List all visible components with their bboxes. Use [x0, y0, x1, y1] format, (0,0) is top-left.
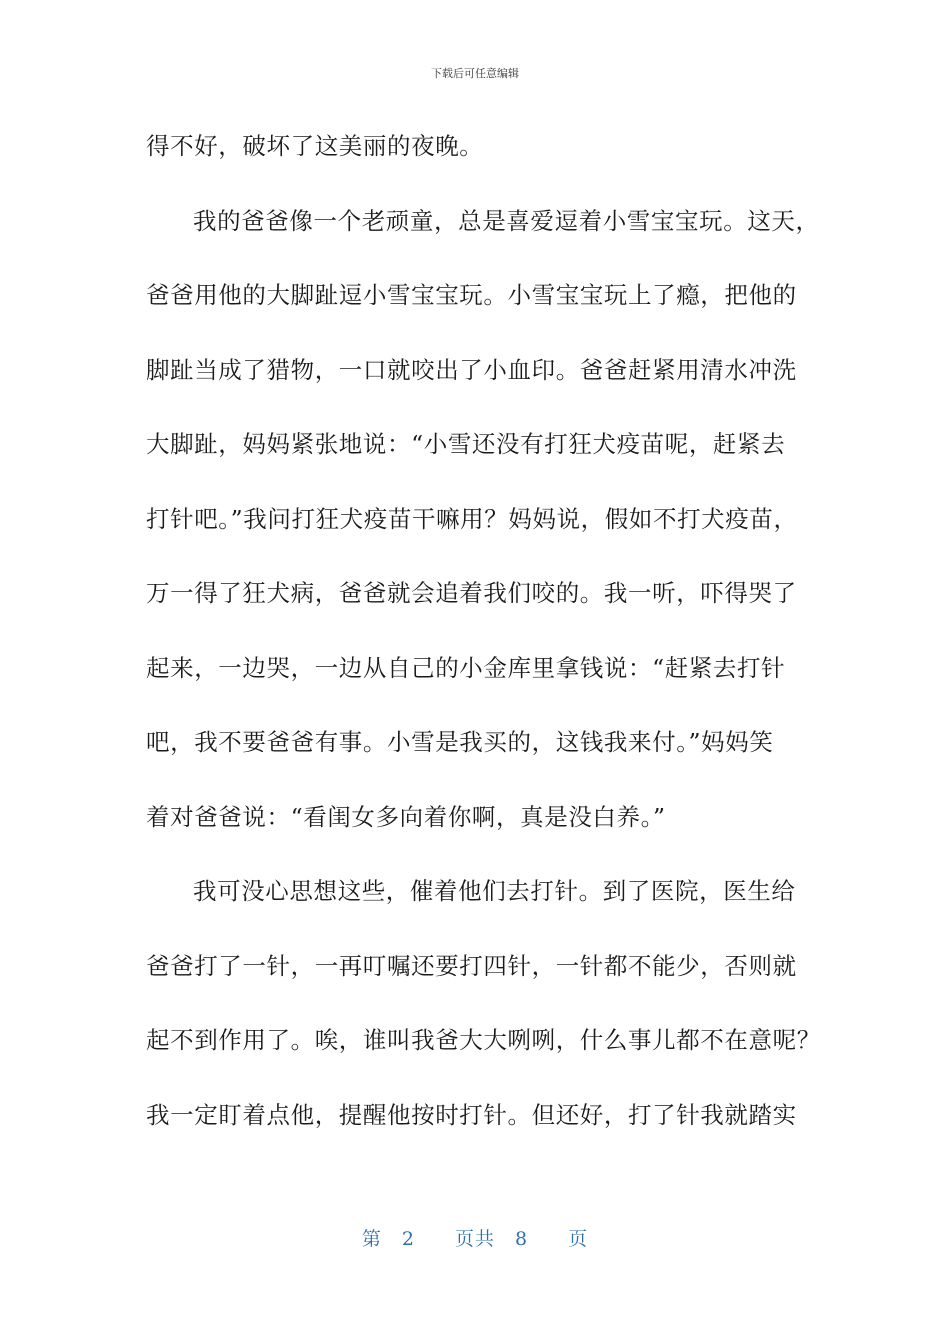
text-line: 我可没心思想这些，催着他们去打针。到了医院，医生给 [193, 877, 796, 905]
footer-prefix: 第 [361, 1228, 382, 1250]
footer-total-pages: 8 [515, 1228, 529, 1250]
footer-current-page: 2 [401, 1228, 415, 1250]
page-header-note: 下载后可任意编辑 [431, 67, 519, 80]
footer-middle: 页共 [454, 1228, 495, 1250]
text-line: 打针吧。”我问打狂犬疫苗干嘛用？妈妈说，假如不打犬疫苗， [146, 504, 798, 533]
text-line: 我的爸爸像一个老顽童，总是喜爱逗着小雪宝宝玩。这天， [193, 206, 820, 235]
text-line: 起来，一边哭，一边从自己的小金库里拿钱说：“赶紧去打针 [146, 653, 786, 682]
text-line: 脚趾当成了猎物，一口就咬出了小血印。爸爸赶紧用清水冲洗 [146, 355, 797, 384]
text-line: 万一得了狂犬病，爸爸就会追着我们咬的。我一听，吓得哭了 [146, 579, 797, 607]
text-line: 大脚趾，妈妈紧张地说：“小雪还没有打狂犬疫苗呢，赶紧去 [146, 430, 786, 458]
text-line: 起不到作用了。唉，谁叫我爸大大咧咧，什么事儿都不在意呢？ [146, 1026, 821, 1054]
footer-suffix: 页 [568, 1228, 589, 1250]
text-line: 着对爸爸说：“看闺女多向着你啊，真是没白养。” [146, 802, 666, 831]
text-line: 我一定盯着点他，提醒他按时打针。但还好，打了针我就踏实 [146, 1100, 797, 1129]
document-body [146, 124, 821, 1167]
text-line: 得不好，破坏了这美丽的夜晚。 [146, 132, 484, 160]
text-line: 爸爸打了一针，一再叮嘱还要打四针，一针都不能少，否则就 [146, 951, 797, 980]
page-number-footer [0, 1226, 950, 1252]
text-line: 爸爸用他的大脚趾逗小雪宝宝玩。小雪宝宝玩上了瘾，把他的 [146, 281, 797, 309]
text-line: 吧，我不要爸爸有事。小雪是我买的，这钱我来付。”妈妈笑 [146, 728, 774, 756]
